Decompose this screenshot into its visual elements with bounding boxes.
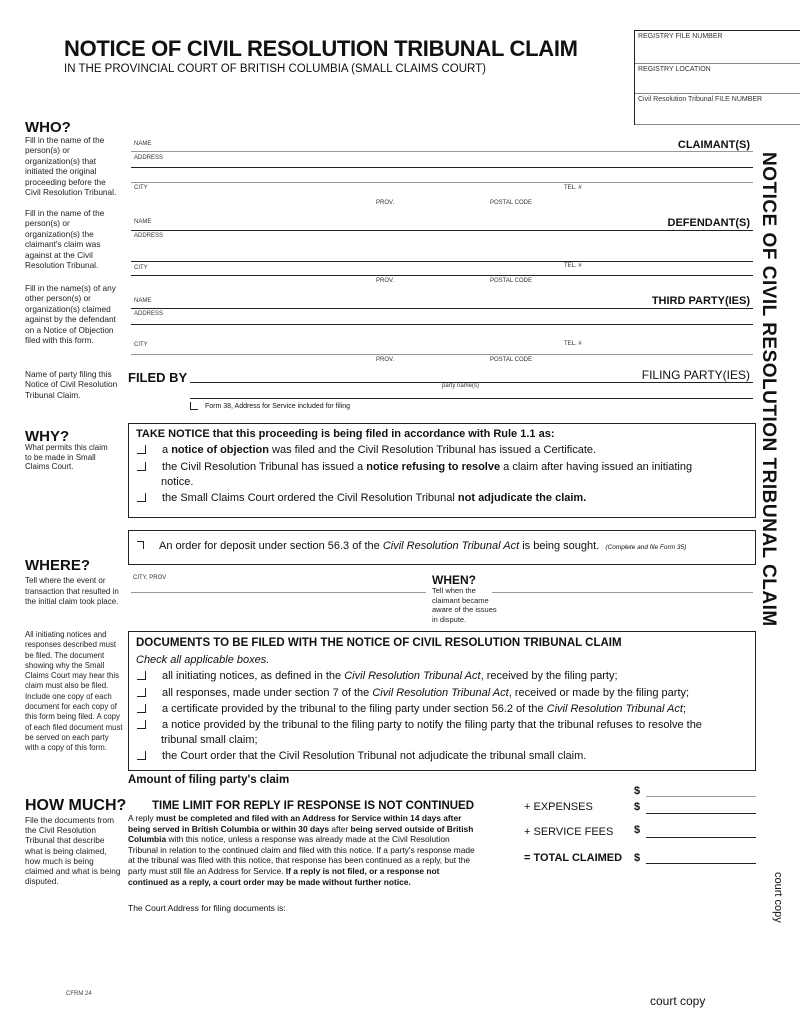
why-option-1-bold: notice of objection [171,444,269,456]
document-item-4-cont: tribunal small claim; [161,734,258,746]
document-item-1-text: all initiating notices, as defined in the [162,670,345,682]
why-option-1-rest: was filed and the Civil Resolution Tribunal has issued a Certificate. [268,444,597,456]
why-option-3-bold: not adjudicate the claim. [457,492,587,504]
defendant-name-field[interactable] [131,230,753,231]
claimant-address-field[interactable] [131,167,753,168]
defendant-tel-label: TEL. # [564,263,582,269]
service-fees-field[interactable] [646,837,756,838]
claimant-city-label: CITY [134,185,148,191]
deposit-note: (Complete and file Form 35) [605,544,687,551]
who-defendant-help: Fill in the name of the person(s) or organization(s) the claimant's claim was against at the Civil Resolution Tribunal. [25,208,105,271]
time-limit-line: at the tribunal was filed with this notice, that response has been continued as a reply, but the [128,855,471,866]
document-item-2-checkbox[interactable] [137,688,146,697]
document-item-1[interactable] [137,670,618,682]
defendant-name-label: NAME [134,219,152,225]
expenses-field[interactable] [646,813,756,814]
third-party-address-field[interactable] [131,324,753,325]
why-option-2-bold: notice refusing to resolve [366,461,501,473]
time-limit-line: continued as a reply, a court order may be made without further notice. [128,876,411,887]
why-option-1[interactable] [137,444,596,456]
court-copy-label: court copy [650,994,706,1008]
document-item-1-act: Civil Resolution Tribunal Act [344,670,481,682]
time-limit-title: TIME LIMIT FOR REPLY IF RESPONSE IS NOT CONTINUED [152,800,475,812]
document-item-3-text: a certificate provided by the tribunal to the filing party under section 56.2 of the [162,703,547,715]
time-limit-line: A reply must be completed and filed with an Address for Service within 14 days after [128,813,462,823]
crt-file-number-label: Civil Resolution Tribunal FILE NUMBER [638,96,763,103]
defendant-address-field[interactable] [131,261,753,262]
form-title: NOTICE OF CIVIL RESOLUTION TRIBUNAL CLAIM [64,36,578,61]
why-option-2-text: the Civil Resolution Tribunal has issued a [162,461,367,473]
take-notice-title: TAKE NOTICE that this proceeding is being filed in accordance with Rule 1.1 as: [136,428,555,440]
defendant-prov-label: PROV. [376,278,395,284]
where-heading: WHERE? [25,557,90,574]
claimant-name-field[interactable] [131,151,753,152]
document-item-3[interactable] [137,703,686,715]
why-option-2-cont: notice. [161,476,194,488]
why-option-3[interactable] [137,492,586,504]
claimant-postal-label: POSTAL CODE [490,200,533,206]
deposit-act-name: Civil Resolution Tribunal Act [382,540,520,552]
time-limit-body [128,813,518,887]
third-party-prov-label: PROV. [376,357,395,363]
third-party-postal-label: POSTAL CODE [490,357,533,363]
registry-location-label: REGISTRY LOCATION [638,66,711,73]
document-item-5-text: the Court order that the Civil Resolution Tribunal not adjudicate the tribunal small claim. [162,750,587,762]
expenses-label: + EXPENSES [524,801,593,813]
defendant-role-label: DEFENDANT(S) [667,217,750,229]
claimant-prov-label: PROV. [376,200,395,206]
time-limit-line: party must still file an Address for Service. If a reply is not filed, or a response not [128,865,440,876]
third-party-city-label: CITY [134,342,148,348]
documents-instruction: Check all applicable boxes. [136,654,270,666]
form38-label: Form 38, Address for Service included for filing [204,402,351,410]
filed-by-label: FILED BY [128,370,188,385]
third-party-address-label: ADDRESS [134,311,164,317]
where-city-prov-field[interactable] [131,592,426,593]
why-help: What permits this claim to be made in Small Claims Court. [25,443,108,471]
document-item-2[interactable] [137,687,689,699]
why-option-2-rest: a claim after having issued an initiating [500,461,693,473]
document-item-3-checkbox[interactable] [137,704,146,713]
filed-by-field-2[interactable] [190,398,753,399]
side-court-copy-label: court copy [772,872,784,923]
who-third-party-help: Fill in the name(s) of any other person(s) or organization(s) claimed against by the defendant on a Notice of Objection filed with this form. [25,283,116,346]
third-party-name-field[interactable] [131,308,753,309]
claimant-address-field-2[interactable] [131,182,753,183]
documents-box [128,631,756,771]
deposit-box [128,530,756,565]
document-item-1-rest: , received by the filing party; [480,670,618,682]
documents-title: DOCUMENTS TO BE FILED WITH THE NOTICE OF CIVIL RESOLUTION TRIBUNAL CLAIM [136,637,622,649]
service-fees-currency: $ [634,824,641,836]
side-title: NOTICE OF CIVIL RESOLUTION TRIBUNAL CLAIM [758,152,779,627]
deposit-checkbox[interactable] [137,541,143,550]
party-names-label: party name(s) [442,383,480,389]
defendant-city-label: CITY [134,265,148,271]
document-item-2-act: Civil Resolution Tribunal Act [372,687,509,699]
claimant-tel-label: TEL. # [564,185,582,191]
document-item-4[interactable] [137,719,702,731]
who-heading: WHO? [25,119,71,136]
why-option-1-checkbox[interactable] [137,445,146,454]
form-subtitle: IN THE PROVINCIAL COURT OF BRITISH COLUMBIA (SMALL CLAIMS COURT) [64,63,486,75]
defendant-postal-label: POSTAL CODE [490,278,533,284]
city-prov-label: CITY, PROV [133,575,167,581]
time-limit-line: Columbia with this notice, unless a response was already made at the Civil Resolution [128,834,450,845]
when-heading: WHEN? [432,573,476,587]
take-notice-box [128,423,756,518]
claimant-address-label: ADDRESS [134,155,164,161]
deposit-text: An order for deposit under section 56.3 of the [159,540,383,552]
time-limit-line: Tribunal in relation to the continued claim and filed with this notice. If a party's response made [128,844,475,855]
total-currency: $ [634,852,641,864]
why-option-2[interactable] [137,461,692,473]
form38-checkbox[interactable] [190,402,198,410]
document-item-3-act: Civil Resolution Tribunal Act [546,703,683,715]
total-claimed-label: = TOTAL CLAIMED [524,852,623,864]
document-item-3-rest: ; [682,703,687,715]
claimant-role-label: CLAIMANT(S) [677,139,750,151]
who-claimant-help: Fill in the name of the person(s) or organization(s) that initiated the original proceeding before the Civil Resolution Tribunal. [25,135,117,198]
how-much-help: File the documents from the Civil Resolution Tribunal that describe what is being claimed, how much is being claimed and what is being disputed. [25,815,121,887]
third-party-name-label: NAME [134,298,152,304]
document-item-5-checkbox[interactable] [137,751,146,760]
court-address-label: The Court Address for filing documents is: [128,903,286,913]
deposit-option[interactable] [137,540,686,552]
when-help: Tell when the claimant became aware of the issues in dispute. [432,586,497,624]
document-item-2-rest: , received or made by the filing party; [508,687,690,699]
time-limit-line: being served in British Columbia or within 30 days after being served outside of British [128,823,474,834]
expenses-currency: $ [634,801,641,813]
third-party-role-label: THIRD PARTY(IES) [651,295,750,307]
why-option-1-text: a [162,444,172,456]
deposit-text-end: is being sought. [519,540,600,552]
claimant-name-label: NAME [134,141,152,147]
documents-help: All initiating notices and responses described must be filed. The document showing why the Small Claims Court may hear this claim must also be filed. Include one copy of each document for each copy of this form being filed. A copy of each filed document must be served on each party with a copy of this form. [25,630,123,753]
registry-box [634,30,800,125]
why-option-3-text: the Small Claims Court ordered the Civil Resolution Tribunal [162,492,458,504]
form38-option[interactable] [190,402,350,410]
why-option-3-checkbox[interactable] [137,493,146,502]
how-much-heading: HOW MUCH? [25,797,127,814]
document-item-4-checkbox[interactable] [137,720,146,729]
document-item-5[interactable] [137,750,586,762]
amount-currency: $ [634,785,641,797]
who-filed-by-help: Name of party filing this Notice of Civil Resolution Tribunal Claim. [25,369,118,400]
filing-party-role-label: FILING PARTY(IES) [641,368,750,382]
document-item-4-text: a notice provided by the tribunal to the filing party to notify the filing party that the tribunal refuses to resolve the [162,719,702,731]
third-party-city-field[interactable] [131,354,753,355]
why-option-2-checkbox[interactable] [137,462,146,471]
document-item-2-text: all responses, made under section 7 of the [162,687,373,699]
third-party-tel-label: TEL. # [564,341,582,347]
registry-file-number-label: REGISTRY FILE NUMBER [638,33,723,40]
claim-amount-field[interactable] [646,796,756,797]
where-help: Tell where the event or transaction that resulted in the initial claim took place. [25,576,119,606]
amount-label: Amount of filing party's claim [128,774,290,786]
document-item-1-checkbox[interactable] [137,671,146,680]
when-date-field[interactable] [492,592,753,593]
defendant-city-field[interactable] [131,275,753,276]
service-fees-label: + SERVICE FEES [524,826,614,838]
why-heading: WHY? [25,428,70,445]
defendant-address-label: ADDRESS [134,233,164,239]
form-code: CFRM 24 [66,991,92,997]
total-claimed-field[interactable] [646,863,756,864]
